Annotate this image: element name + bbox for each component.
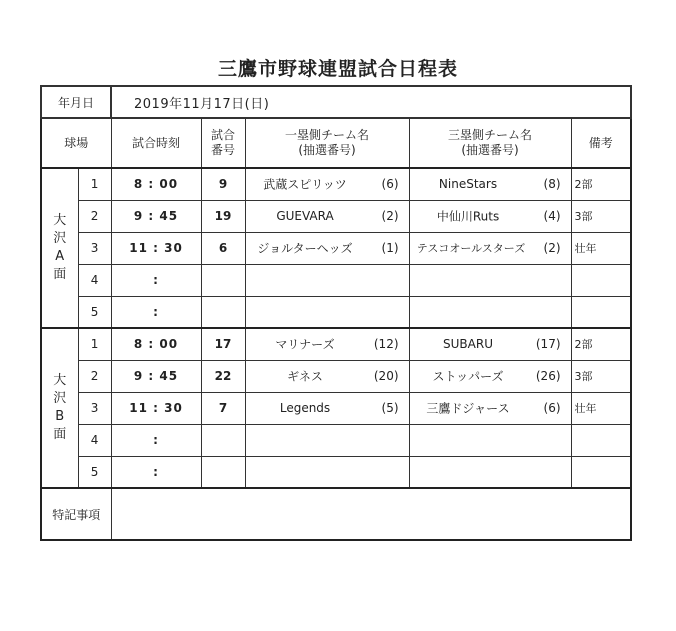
team1-seed: (6) bbox=[381, 177, 399, 192]
slot-number: 3 bbox=[78, 392, 111, 424]
game-number bbox=[201, 424, 245, 456]
team2-cell bbox=[409, 456, 571, 488]
team1-seed: (12) bbox=[373, 337, 399, 352]
slot-number: 3 bbox=[78, 232, 111, 264]
team1-cell bbox=[245, 232, 409, 264]
game-time: : bbox=[111, 456, 201, 488]
header-game-no-line2: 番号 bbox=[211, 143, 236, 157]
header-team2-line1: 三塁側チーム名 bbox=[448, 128, 533, 142]
header-team1 bbox=[245, 118, 409, 168]
team1-name: ジョルターヘッズ bbox=[257, 241, 353, 256]
table-row bbox=[41, 168, 631, 200]
game-time: 11 : 30 bbox=[111, 232, 201, 264]
team1-cell bbox=[245, 200, 409, 232]
team2-name: 三鷹ドジャース bbox=[426, 401, 510, 416]
header-field: 球場 bbox=[41, 118, 111, 168]
remarks-value bbox=[111, 488, 631, 540]
note-cell: 壮年 bbox=[571, 392, 631, 424]
game-time: 8 : 00 bbox=[111, 168, 201, 200]
header-game-no-line1: 試合 bbox=[211, 128, 236, 142]
note-cell: 3部 bbox=[571, 360, 631, 392]
table-row bbox=[41, 392, 631, 424]
team2-name: ストッパーズ bbox=[432, 369, 504, 384]
table-row bbox=[41, 424, 631, 456]
table-row bbox=[41, 264, 631, 296]
date-label: 年月日 bbox=[41, 86, 111, 118]
game-time: 11 : 30 bbox=[111, 392, 201, 424]
date-value: 2019年11月17日(日) bbox=[111, 86, 631, 118]
team1-cell bbox=[245, 424, 409, 456]
slot-number: 5 bbox=[78, 456, 111, 488]
schedule-table bbox=[40, 85, 632, 541]
team1-seed: (5) bbox=[381, 401, 399, 415]
game-number: 9 bbox=[201, 168, 245, 200]
table-row bbox=[41, 200, 631, 232]
team2-name: NineStars bbox=[438, 177, 498, 192]
header-row bbox=[41, 118, 631, 168]
team1-name: Legends bbox=[279, 401, 331, 415]
header-note: 備考 bbox=[571, 118, 631, 168]
game-number: 22 bbox=[201, 360, 245, 392]
team1-cell bbox=[245, 328, 409, 360]
team2-seed: (2) bbox=[543, 241, 561, 255]
team1-cell bbox=[245, 168, 409, 200]
team1-name: GUEVARA bbox=[276, 209, 334, 223]
game-number: 19 bbox=[201, 200, 245, 232]
team1-cell bbox=[245, 392, 409, 424]
team2-seed: (8) bbox=[543, 177, 561, 192]
team1-seed: (20) bbox=[373, 369, 399, 383]
slot-number: 5 bbox=[78, 296, 111, 328]
table-row bbox=[41, 360, 631, 392]
date-row bbox=[41, 86, 631, 118]
team1-name: マリナーズ bbox=[275, 337, 335, 352]
team2-name: テスコオールスターズ bbox=[416, 242, 526, 255]
slot-number: 2 bbox=[78, 200, 111, 232]
remarks-row bbox=[41, 488, 631, 540]
page-title: 三鷹市野球連盟試合日程表 bbox=[217, 58, 458, 80]
team2-cell bbox=[409, 360, 571, 392]
game-time: 8 : 00 bbox=[111, 328, 201, 360]
team2-cell bbox=[409, 264, 571, 296]
game-number bbox=[201, 296, 245, 328]
table-row bbox=[41, 328, 631, 360]
team1-cell bbox=[245, 360, 409, 392]
team2-cell bbox=[409, 392, 571, 424]
note-cell: 3部 bbox=[571, 200, 631, 232]
game-number bbox=[201, 456, 245, 488]
game-time: : bbox=[111, 424, 201, 456]
team2-seed: (6) bbox=[543, 401, 561, 415]
team1-cell bbox=[245, 264, 409, 296]
team1-seed: (2) bbox=[381, 209, 399, 223]
team2-cell bbox=[409, 200, 571, 232]
header-team2 bbox=[409, 118, 571, 168]
team2-cell bbox=[409, 328, 571, 360]
header-game-no bbox=[201, 118, 245, 168]
table-row bbox=[41, 296, 631, 328]
header-team1-line2: (抽選番号) bbox=[298, 143, 356, 157]
team2-cell bbox=[409, 296, 571, 328]
team2-seed: (4) bbox=[543, 209, 561, 223]
venue-a-name: 大 沢 A 面 bbox=[41, 168, 78, 328]
team2-seed: (26) bbox=[535, 369, 561, 383]
game-time: : bbox=[111, 296, 201, 328]
team1-seed: (1) bbox=[381, 241, 399, 255]
slot-number: 1 bbox=[78, 328, 111, 360]
slot-number: 4 bbox=[78, 264, 111, 296]
note-cell bbox=[571, 296, 631, 328]
slot-number: 1 bbox=[78, 168, 111, 200]
team1-cell bbox=[245, 456, 409, 488]
team2-cell bbox=[409, 424, 571, 456]
team1-cell bbox=[245, 296, 409, 328]
team2-name: SUBARU bbox=[443, 337, 493, 352]
game-number: 7 bbox=[201, 392, 245, 424]
team1-name: 武蔵スピリッツ bbox=[263, 177, 347, 192]
note-cell: 2部 bbox=[571, 328, 631, 360]
game-time: 9 : 45 bbox=[111, 200, 201, 232]
note-cell: 2部 bbox=[571, 168, 631, 200]
table-row bbox=[41, 456, 631, 488]
team2-cell bbox=[409, 168, 571, 200]
remarks-label: 特記事項 bbox=[41, 488, 111, 540]
note-cell: 壮年 bbox=[571, 232, 631, 264]
team1-name: ギネス bbox=[287, 369, 323, 384]
game-number bbox=[201, 264, 245, 296]
header-team1-line1: 一塁側チーム名 bbox=[285, 128, 370, 142]
note-cell bbox=[571, 456, 631, 488]
header-time: 試合時刻 bbox=[111, 118, 201, 168]
slot-number: 4 bbox=[78, 424, 111, 456]
game-number: 6 bbox=[201, 232, 245, 264]
slot-number: 2 bbox=[78, 360, 111, 392]
table-row bbox=[41, 232, 631, 264]
team2-cell bbox=[409, 232, 571, 264]
game-time: 9 : 45 bbox=[111, 360, 201, 392]
game-number: 17 bbox=[201, 328, 245, 360]
note-cell bbox=[571, 424, 631, 456]
venue-b-name: 大 沢 B 面 bbox=[41, 328, 78, 488]
header-team2-line2: (抽選番号) bbox=[461, 143, 519, 157]
game-time: : bbox=[111, 264, 201, 296]
team2-seed: (17) bbox=[535, 337, 561, 352]
team2-name: 中仙川Ruts bbox=[436, 209, 500, 224]
note-cell bbox=[571, 264, 631, 296]
